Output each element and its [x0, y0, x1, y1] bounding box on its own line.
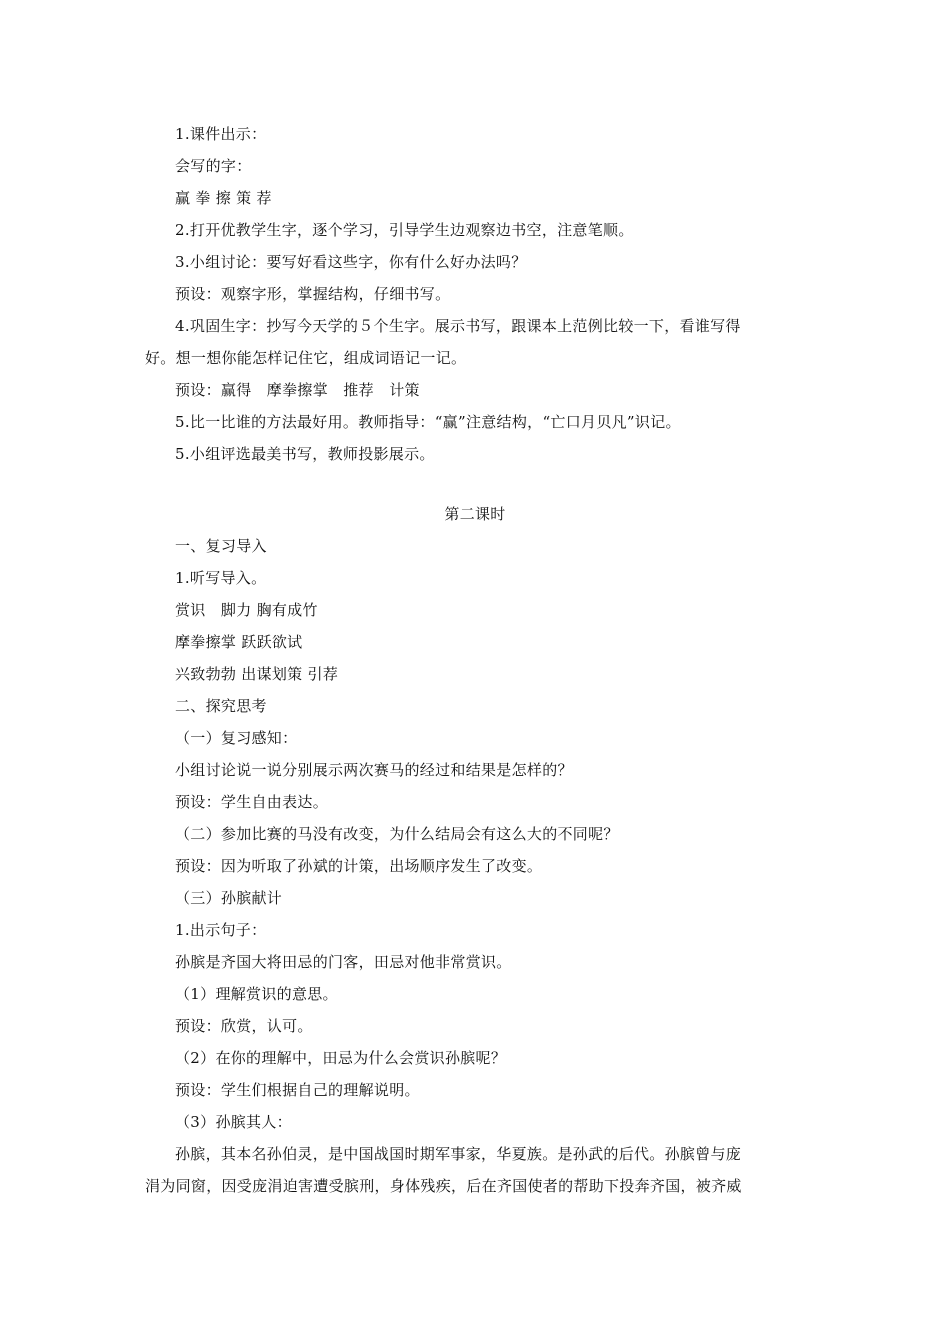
paragraph-line: 5.比一比谁的方法最好用。教师指导：“赢”注意结构，“亡口月贝凡”识记。: [175, 413, 681, 431]
paragraph-line: （3）孙膑其人：: [175, 1113, 292, 1131]
paragraph-line: 孙膑是齐国大将田忌的门客，田忌对他非常赏识。: [175, 953, 512, 971]
paragraph-line: 4.巩固生字：抄写今天学的５个生字。展示书写，跟课本上范例比较一下，看谁写得: [175, 317, 741, 335]
paragraph-line: （三）孙膑献计: [175, 889, 283, 907]
paragraph-line: 2.打开优教学生字，逐个学习，引导学生边观察边书空，注意笔顺。: [175, 221, 634, 239]
paragraph-line: 小组讨论说一说分别展示两次赛马的经过和结果是怎样的？: [175, 761, 573, 779]
paragraph-line: 预设：学生们根据自己的理解说明。: [175, 1081, 420, 1099]
paragraph-line: 预设：因为听取了孙斌的计策，出场顺序发生了改变。: [175, 857, 543, 875]
paragraph-line: 1.听写导入。: [175, 569, 267, 587]
paragraph-line: （1）理解赏识的意思。: [175, 985, 338, 1003]
section-title: 第二课时: [444, 505, 506, 523]
paragraph-line: 1.出示句子：: [175, 921, 267, 939]
paragraph-line: 会写的字：: [175, 157, 252, 175]
paragraph-line: （二）参加比赛的马没有改变，为什么结局会有这么大的不同呢？: [175, 825, 619, 843]
paragraph-line: 兴致勃勃 出谋划策 引荐: [175, 665, 339, 683]
section-heading: 二、探究思考: [175, 697, 267, 715]
section-heading: 一、复习导入: [175, 537, 267, 555]
paragraph-line: 好。想一想你能怎样记住它，组成词语记一记。: [145, 349, 467, 367]
paragraph-line: 预设：学生自由表达。: [175, 793, 329, 811]
paragraph-line: 赏识 脚力 胸有成竹: [175, 601, 318, 619]
paragraph-line: 孙膑，其本名孙伯灵，是中国战国时期军事家，华夏族。是孙武的后代。孙膑曾与庞: [175, 1145, 742, 1163]
paragraph-line: 3.小组讨论：要写好看这些字，你有什么好办法吗？: [175, 253, 527, 271]
paragraph-line: （2）在你的理解中，田忌为什么会赏识孙膑呢？: [175, 1049, 507, 1067]
paragraph-line: 涓为同窗，因受庞涓迫害遭受膑刑，身体残疾，后在齐国使者的帮助下投奔齐国，被齐威: [145, 1177, 742, 1195]
paragraph-line: 预设：欣赏，认可。: [175, 1017, 313, 1035]
paragraph-line: 5.小组评选最美书写，教师投影展示。: [175, 445, 435, 463]
paragraph-line: （一）复习感知：: [175, 729, 298, 747]
paragraph-line: 赢 拳 擦 策 荐: [175, 189, 272, 207]
paragraph-line: 1.课件出示：: [175, 125, 267, 143]
paragraph-line: 预设：赢得 摩拳擦掌 推荐 计策: [175, 381, 420, 399]
paragraph-line: 预设：观察字形，掌握结构，仔细书写。: [175, 285, 451, 303]
paragraph-line: 摩拳擦掌 跃跃欲试: [175, 633, 303, 651]
